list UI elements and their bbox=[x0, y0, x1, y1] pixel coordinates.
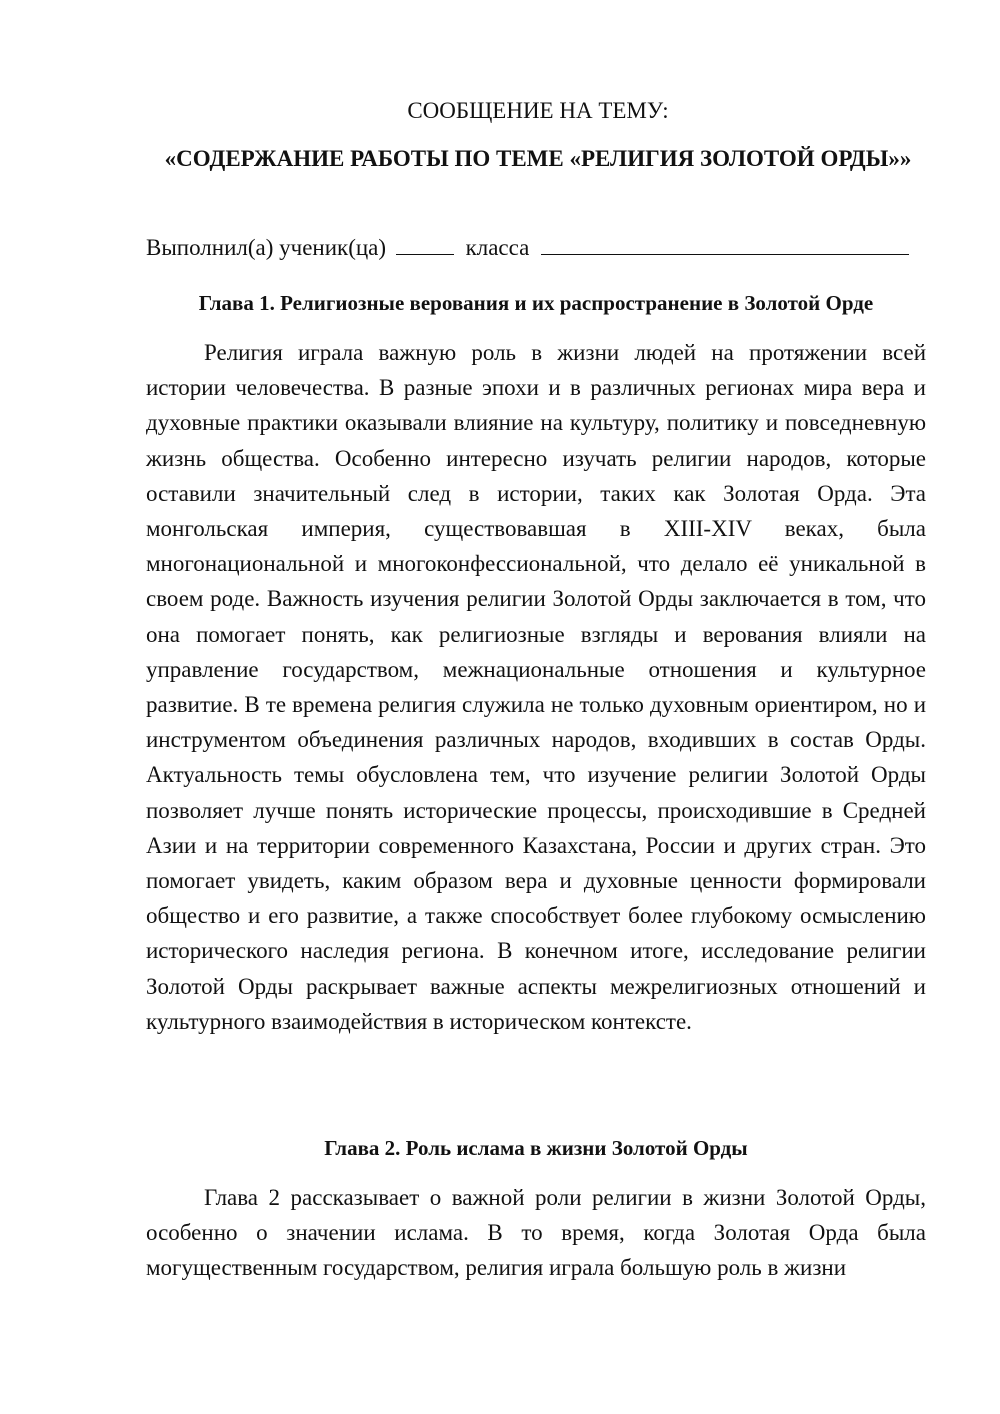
class-label: класса bbox=[465, 235, 530, 260]
chapter-2-heading: Глава 2. Роль ислама в жизни Золотой Орды bbox=[324, 1136, 748, 1160]
author-line bbox=[146, 233, 909, 263]
chapter-1-heading: Глава 1. Религиозные верования и их распространение в Золотой Орде bbox=[198, 291, 874, 315]
author-prefix: Выполнил(а) ученик(ца) bbox=[146, 235, 387, 260]
student-name-blank bbox=[541, 234, 909, 255]
header-label: СООБЩЕНИЕ НА ТЕМУ: bbox=[407, 98, 669, 123]
chapter-1-paragraph: Религия играла важную роль в жизни людей на протяжении всей истории человечества. В разные эпохи и в различных регионах мира вера и духовные практики оказывали влияние на культуру, политику и повседневную жизнь общества. Особенно интересно изучать религии народов, которые оставили значительный след в истории, таких как Золотая Орда. Эта монгольская империя, существовавшая в XIII-XIV веках, была многонациональной и многоконфессиональной, что делало её уникальной в своем роде. Важность изучения религии Золотой Орды заключается в том, что она помогает понять, как религиозные взгляды и верования влияли на управление государством, межнациональные отношения и культурное развитие. В те времена религия служила не только духовным ориентиром, но и инструментом объединения различных народов, входивших в состав Орды. Актуальность темы обусловлена тем, что изучение религии Золотой Орды позволяет лучше понять исторические процессы, происходившие в Средней Азии и на территории современного Казахстана, России и других стран. Это помогает увидеть, каким образом вера и духовные ценности формировали общество и его развитие, а также способствует более глубокому осмыслению исторического наследия региона. В конечном итоге, исследование религии Золотой Орды раскрывает важные аспекты межрелигиозных отношений и культурного взаимодействия в историческом контексте. bbox=[146, 340, 926, 1034]
chapter-2-paragraph: Глава 2 рассказывает о важной роли религии в жизни Золотой Орды, особенно о значении ислама. В то время, когда Золотая Орда была могущественным государством, религия играла большую роль в жизни bbox=[146, 1185, 926, 1281]
document-title: «СОДЕРЖАНИЕ РАБОТЫ ПО ТЕМЕ «РЕЛИГИЯ ЗОЛОТОЙ ОРДЫ»» bbox=[164, 146, 912, 171]
class-number-blank bbox=[396, 234, 454, 255]
